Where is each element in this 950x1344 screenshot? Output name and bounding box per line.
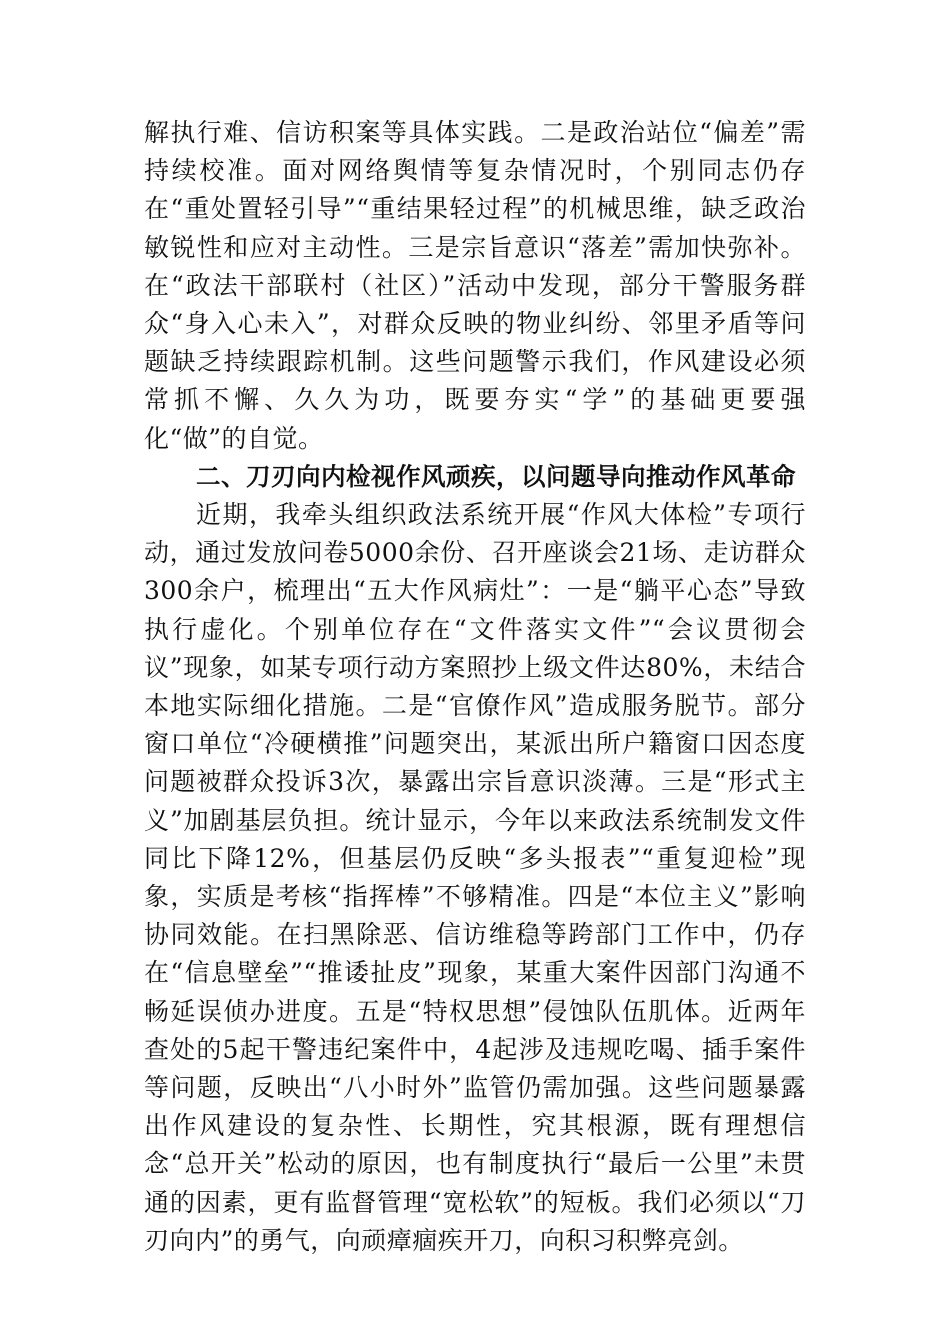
section-heading: 二、刀刃向内检视作风顽疾，以问题导向推动作风革命 <box>196 461 796 491</box>
document-body <box>144 114 806 1260</box>
paragraph-continuation: 解执行难、信访积案等具体实践。二是政治站位“偏差”需持续校准。面对网络舆情等复杂情况时，个别同志仍存在“重处置轻引导”“重结果轻过程”的机械思维，缺乏政治敏锐性和应对主动性。三是宗旨意识“落差”需加快弥补。在“政法干部联村（社区）”活动中发现，部分干警服务群众“身入心未入”，对群众反映的物业纠纷、邻里矛盾等问题缺乏持续跟踪机制。这些问题警示我们，作风建设必须常抓不懈、久久为功，既要夯实“学”的基础更要强化“做”的自觉。 <box>144 118 806 453</box>
paragraph-body: 近期，我牵头组织政法系统开展“作风大体检”专项行动，通过发放问卷5000余份、召开座谈会21场、走访群众300余户，梳理出“五大作风病灶”：一是“躺平心态”导致执行虚化。个别单位存在“文件落实文件”“会议贯彻会议”现象，如某专项行动方案照抄上级文件达80%，未结合本地实际细化措施。二是“官僚作风”造成服务脱节。部分窗口单位“冷硬横推”问题突出，某派出所户籍窗口因态度问题被群众投诉3次，暴露出宗旨意识淡薄。三是“形式主义”加剧基层负担。统计显示，今年以来政法系统制发文件同比下降12%，但基层仍反映“多头报表”“重复迎检”现象，实质是考核“指挥棒”不够精准。四是“本位主义”影响协同效能。在扫黑除恶、信访维稳等跨部门工作中，仍存在“信息壁垒”“推诿扯皮”现象，某重大案件因部门沟通不畅延误侦办进度。五是“特权思想”侵蚀队伍肌体。近两年查处的5起干警违纪案件中，4起涉及违规吃喝、插手案件等问题，反映出“八小时外”监管仍需加强。这些问题暴露出作风建设的复杂性、长期性，究其根源，既有理想信念“总开关”松动的原因，也有制度执行“最后一公里”未贯通的因素，更有监督管理“宽松软”的短板。我们必须以“刀刃向内”的勇气，向顽瘴痼疾开刀，向积习积弊亮剑。 <box>144 500 806 1255</box>
